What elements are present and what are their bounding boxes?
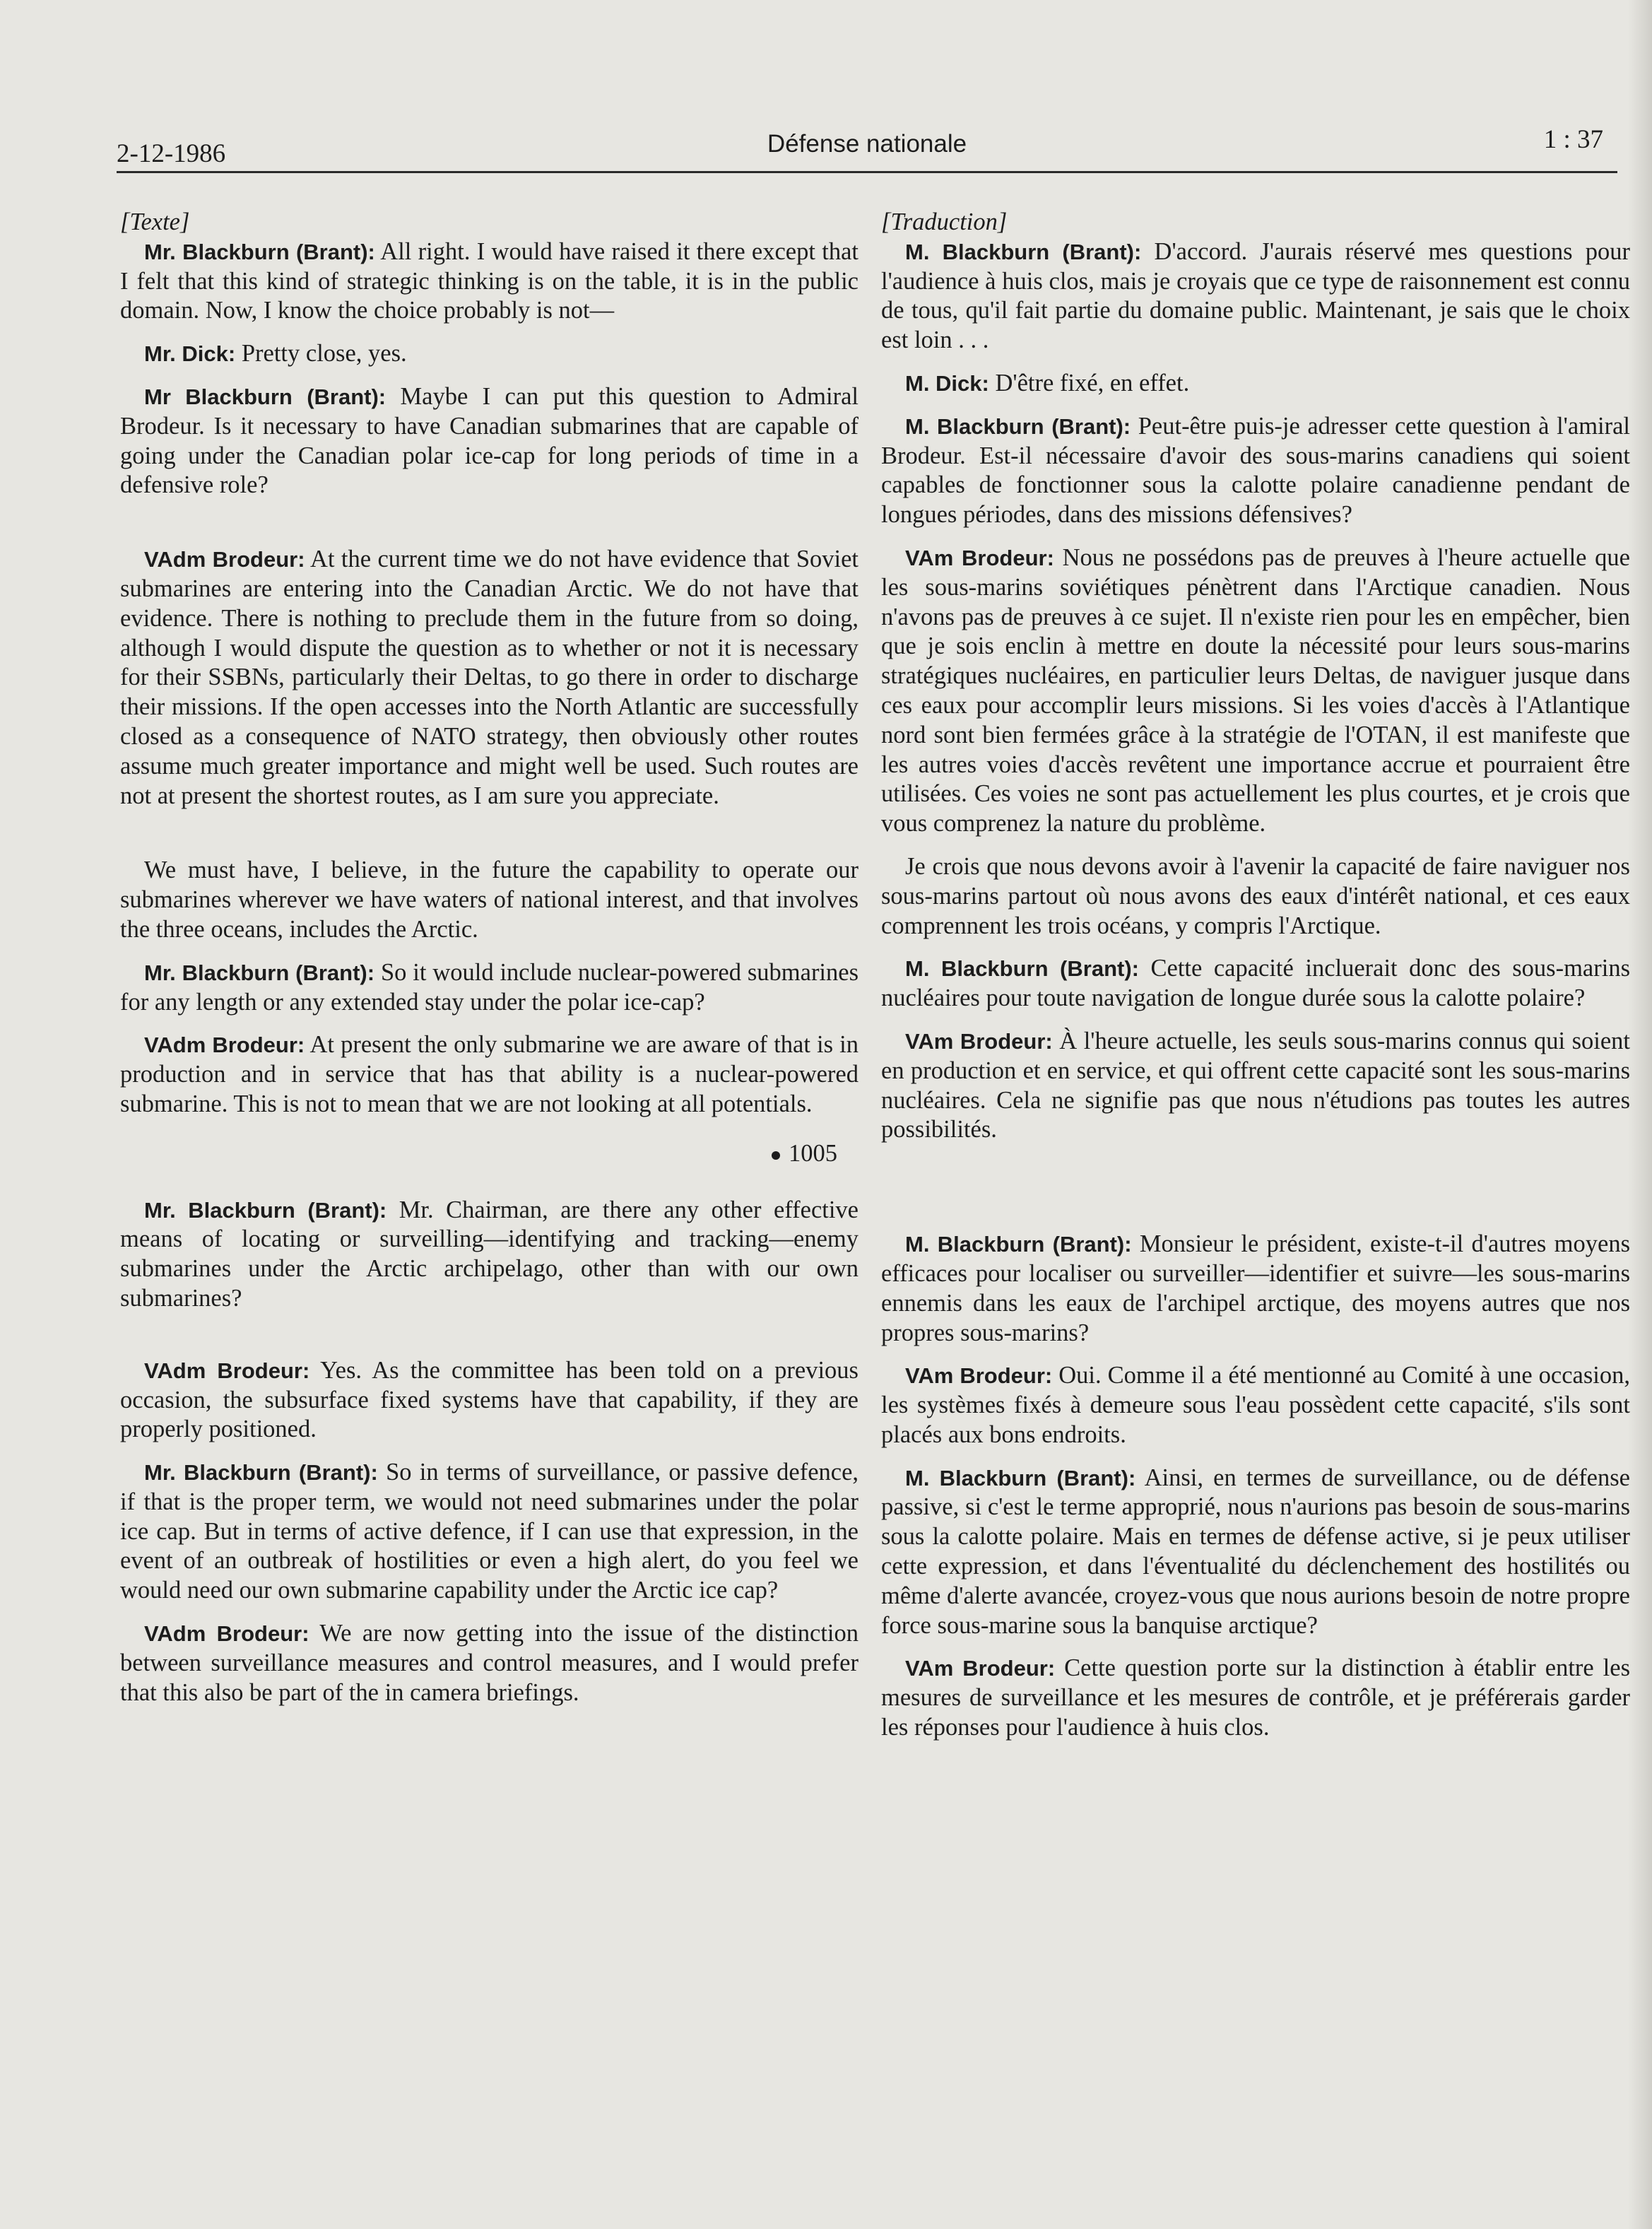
header-date: 2-12-1986 — [117, 139, 226, 168]
speaker-name: Mr. Blackburn (Brant): — [144, 239, 375, 264]
speaker-name: VAdm Brodeur: — [144, 1033, 305, 1058]
paragraph — [120, 237, 859, 326]
paragraph — [881, 1230, 1630, 1348]
paragraph-text: Monsieur le président, existe-t-il d'autres moyens efficaces pour localiser ou surveiller—identifier et suivre—les sous-marins ennemis dans les eaux de l'archipel arctique, des moyens autres que nos propres sous-marins? — [881, 1230, 1630, 1346]
speaker-name: VAm Brodeur: — [905, 545, 1054, 570]
paragraph — [120, 1196, 859, 1314]
speaker-name: VAdm Brodeur: — [144, 1358, 310, 1383]
paragraph-text: Nous ne possédons pas de preuves à l'heure actuelle que les sous-marins soviétiques pénètrent dans l'Arctique canadien. Nous n'avons pas de preuves à ce sujet. Il n'existe rien pour les en empêcher, bien que je sois enclin à mettre en doute la nécessité pour leurs sous-marins stratégiques nucléaires, en particulier leurs Deltas, de naviguer jusque dans ces eaux pour accomplir leurs missions. Si les voies d'accès à l'Atlantique nord sont bien fermées grâce à la stratégie de l'OTAN, il est manifeste que les autres voies d'accès revêtent une importance accrue et pourraient être utilisées. Ces voies ne sont pas actuellement les plus courtes, et je crois que vous comprenez la nature du problème. — [881, 543, 1630, 837]
speaker-name: VAm Brodeur: — [905, 1656, 1056, 1681]
speaker-name: Mr. Blackburn (Brant): — [144, 1460, 378, 1486]
paragraph-text: D'accord. J'aurais réservé mes questions pour l'audience à huis clos, mais je croyais que ce type de raisonnement est connu de tous, qu'il fait partie du domaine public. Maintenant, je sais que le choix est loin . . . — [881, 237, 1630, 354]
paragraph-text: At present the only submarine we are aware of that is in production and in service that has that ability is a nuclear-powered submarine. This is not to mean that we are not looking at all potentials. — [120, 1031, 859, 1117]
paragraph-text: At the current time we do not have evidence that Soviet submarines are entering into the Canadian Arctic. We do not have that evidence. There is nothing to preclude them in the future from so doing, although I would dispute the question as to whether or not it is necessary for their SSBNs, particularly their Deltas, to go there in order to discharge their missions. If the open accesses into the North Atlantic are successfully closed as a consequence of NATO strategy, then obviously other routes assume much greater importance and might well be used. Such routes are not at present the shortest routes, as I am sure you appreciate. — [120, 546, 859, 809]
paragraph — [120, 1356, 859, 1445]
paragraph-text: Cette capacité incluerait donc des sous-marins nucléaires pour toute navigation de longue durée sous la calotte polaire? — [881, 955, 1630, 1012]
paragraph — [881, 1027, 1630, 1145]
paragraph — [881, 1361, 1630, 1449]
paragraph — [120, 382, 859, 500]
paragraph — [881, 369, 1630, 399]
speaker-name: Mr. Dick: — [144, 341, 236, 367]
speaker-name: Mr. Blackburn (Brant): — [144, 1197, 387, 1223]
speaker-name: Mr Blackburn (Brant): — [144, 384, 387, 409]
paragraph-text: Pretty close, yes. — [241, 340, 407, 367]
page-edge-shadow — [1628, 0, 1652, 2229]
speaker-name: M. Blackburn (Brant): — [905, 1232, 1132, 1257]
paragraph-text: Mr. Chairman, are there any other effective means of locating or surveilling—identifying and tracking—enemy submarines under the Arctic archipelago, other than with our own submarines? — [120, 1196, 859, 1312]
right-column-french — [881, 208, 1630, 1743]
paragraph — [120, 1619, 859, 1707]
paragraph — [120, 958, 859, 1018]
speaker-name: M. Blackburn (Brant): — [905, 1465, 1136, 1490]
speaker-name: VAm Brodeur: — [905, 1363, 1053, 1389]
paragraph — [881, 237, 1630, 355]
paragraph — [881, 1654, 1630, 1742]
speaker-name: VAm Brodeur: — [905, 1028, 1053, 1054]
paragraph — [881, 852, 1630, 941]
paragraph — [120, 545, 859, 811]
paragraph — [881, 954, 1630, 1013]
page-header — [117, 124, 1617, 174]
speaker-name: VAdm Brodeur: — [144, 1621, 309, 1647]
paragraph — [881, 412, 1630, 530]
left-column-english — [120, 208, 859, 1707]
header-title: Défense nationale — [767, 130, 967, 158]
paragraph — [881, 1464, 1630, 1641]
speaker-name: VAdm Brodeur: — [144, 547, 305, 572]
paragraph-text: Yes. As the committee has been told on a previous occasion, the subsurface fixed systems have that capability, if they are properly positioned. — [120, 1356, 859, 1443]
paragraph-text: Je crois que nous devons avoir à l'avenir la capacité de faire naviguer nos sous-marins partout où nous avons des eaux d'intérêt national, et ces eaux comprennent les trois océans, y compris l'Arctique. — [881, 852, 1630, 939]
paragraph-text: We are now getting into the issue of the distinction between surveillance measures and control measures, and I would prefer that this also be part of the in camera briefings. — [120, 1620, 859, 1706]
paragraph-text: D'être fixé, en effet. — [995, 369, 1190, 396]
paragraph-text: À l'heure actuelle, les seuls sous-marins connus qui soient en production et en service, et qui offrent cette capacité sont les sous-marins nucléaires. Cela ne signifie pas que nous n'étudions pas toutes les autres possibilités. — [881, 1027, 1630, 1143]
paragraph-text: So it would include nuclear-powered submarines for any length or any extended stay under the polar ice-cap? — [120, 958, 859, 1016]
paragraph-text: We must have, I believe, in the future the capability to operate our submarines wherever we have waters of national interest, and that involves the three oceans, includes the Arctic. — [120, 857, 859, 943]
paragraph — [881, 543, 1630, 839]
paragraph-text: All right. I would have raised it there except that I felt that this kind of strategic thinking is on the table, it is in the public domain. Now, I know the choice probably is not— — [120, 237, 859, 324]
speaker-name: Mr. Blackburn (Brant): — [144, 960, 375, 985]
paragraph-text: Oui. Comme il a été mentionné au Comité à une occasion, les systèmes fixés à demeure sous l'eau possèdent cette capacité, s'ils sont placés aux bons endroits. — [881, 1362, 1631, 1448]
speaker-name: M. Blackburn (Brant): — [905, 956, 1139, 982]
bullet-icon — [772, 1151, 780, 1160]
header-rule — [117, 171, 1617, 173]
paragraph-text: Maybe I can put this question to Admiral Brodeur. Is it necessary to have Canadian submarines that are capable of going under the Canadian polar ice-cap for long periods of time in a defensive role? — [120, 382, 859, 499]
paragraph — [120, 1458, 859, 1606]
paragraph — [120, 856, 859, 944]
header-page-number: 1 : 37 — [1543, 125, 1603, 154]
paragraph-text: So in terms of surveillance, or passive defence, if that is the proper term, we would not need submarines under the polar ice cap. But in terms of active defence, if I can use that expression, in the event of an outbreak of hostilities or even a high alert, do you feel we would need our own submarine capability under the Arctic ice cap? — [120, 1459, 859, 1604]
language-label: [Traduction] — [881, 208, 1008, 235]
paragraph-text: Cette question porte sur la distinction à établir entre les mesures de surveillance et les mesures de contrôle, et je préférerais garder les réponses pour l'audience à huis clos. — [881, 1654, 1631, 1741]
paragraph — [120, 339, 859, 369]
paragraph-text: Ainsi, en termes de surveillance, ou de défense passive, si c'est le terme approprié, nous n'aurions pas besoin de sous-marins sous la calotte polaire. Mais en termes de défense active, si je peux utiliser cette expression, et dans l'éventualité du déclenchement des hostilités ou même d'alerte avancée, croyez-vous que nous aurions besoin de notre propre force sous-marine sous la banquise arctique? — [881, 1464, 1630, 1639]
speaker-name: M. Blackburn (Brant): — [905, 239, 1142, 264]
time-marker: 1005 — [120, 1139, 859, 1169]
speaker-name: M. Dick: — [905, 370, 989, 396]
language-label: [Texte] — [120, 208, 190, 235]
paragraph-text: Peut-être puis-je adresser cette question à l'amiral Brodeur. Est-il nécessaire d'avoir des sous-marins canadiens qui soient capables de fonctionner sous la calotte polaire canadienne pendant de longues périodes, dans des missions défensives? — [881, 412, 1630, 529]
speaker-name: M. Blackburn (Brant): — [905, 413, 1131, 439]
paragraph — [120, 1030, 859, 1119]
